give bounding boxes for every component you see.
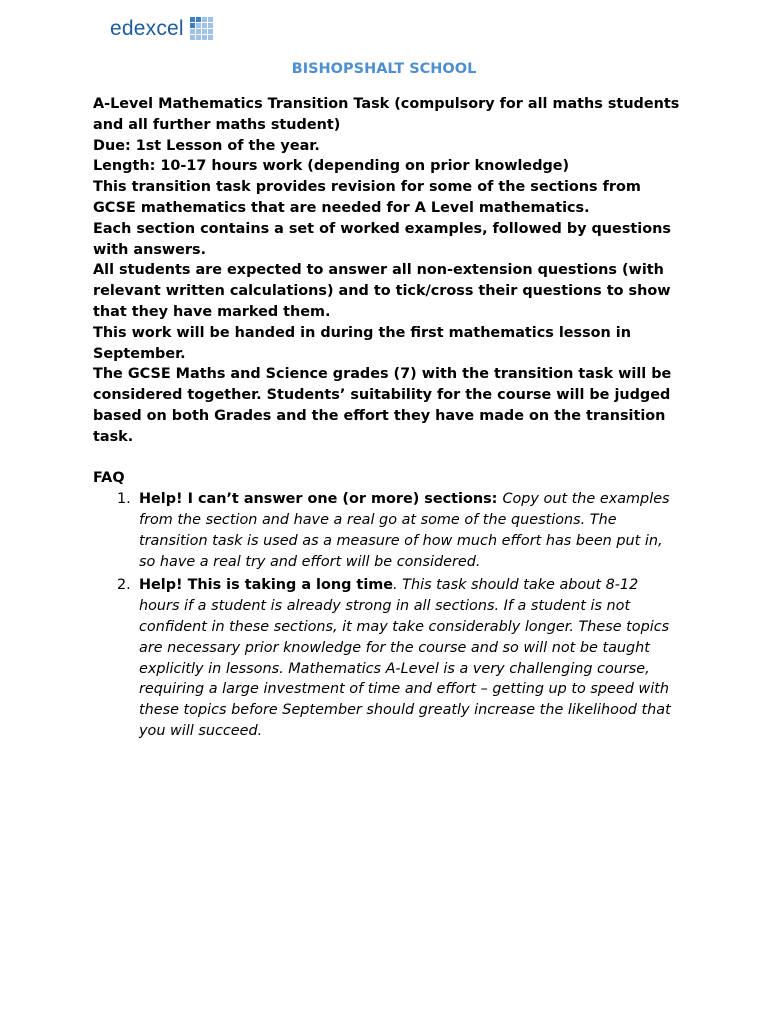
paragraph-hand-in: This work will be handed in during the first mathematics lesson in September.: [93, 324, 631, 362]
faq-number: 1.: [117, 491, 131, 508]
due-line: Due: 1st Lesson of the year.: [93, 137, 320, 154]
faq-number: 2.: [117, 577, 131, 594]
faq-heading: FAQ: [93, 470, 125, 487]
logo-grid-icon: [190, 17, 213, 40]
paragraph-revision: This transition task provides revision for some of the sections from GCSE mathematics that are needed for A Level mathematics.: [93, 179, 641, 216]
faq-question: Help! This is taking a long time: [139, 577, 394, 594]
document-body: [93, 94, 683, 745]
faq-list: [93, 489, 683, 742]
faq-question: Help! I can’t answer one (or more) sections:: [139, 491, 503, 508]
edexcel-logo: [110, 17, 213, 40]
faq-item: [117, 489, 683, 572]
faq-answer: Copy out the examples from the section and have a real go at some of the questions. The transition task is used as a measure of how much effort has been put in, so have a real try and effort will be considered.: [139, 491, 670, 570]
paragraph-sections: Each section contains a set of worked examples, followed by questions with answers.: [93, 220, 671, 258]
logo-wordmark: edexcel: [110, 17, 184, 40]
faq-item: [117, 575, 683, 741]
task-title: A-Level Mathematics Transition Task (compulsory for all maths students and all further maths student): [93, 96, 680, 133]
paragraph-grades: The GCSE Maths and Science grades (7) with the transition task will be considered together. Students’ suitability for the course will be judged based on both Grades and the effort they have made on the transition task.: [93, 366, 672, 445]
length-line: Length: 10-17 hours work (depending on prior knowledge): [93, 158, 570, 175]
faq-answer: . This task should take about 8-12 hours if a student is already strong in all sections. If a student is not confident in these sections, it may take considerably longer. These topics are necessary prior knowledge for the course and so will not be taught explicitly in lessons. Mathematics A-Level is a very challenging course, requiring a large investment of time and effort – getting up to speed with these topics before September should greatly increase the likelihood that you will succeed.: [139, 577, 671, 739]
paragraph-expectations: All students are expected to answer all non-extension questions (with relevant written calculations) and to tick/cross their questions to show that they have marked them.: [93, 262, 671, 320]
school-title: BISHOPSHALT SCHOOL: [291, 61, 477, 77]
